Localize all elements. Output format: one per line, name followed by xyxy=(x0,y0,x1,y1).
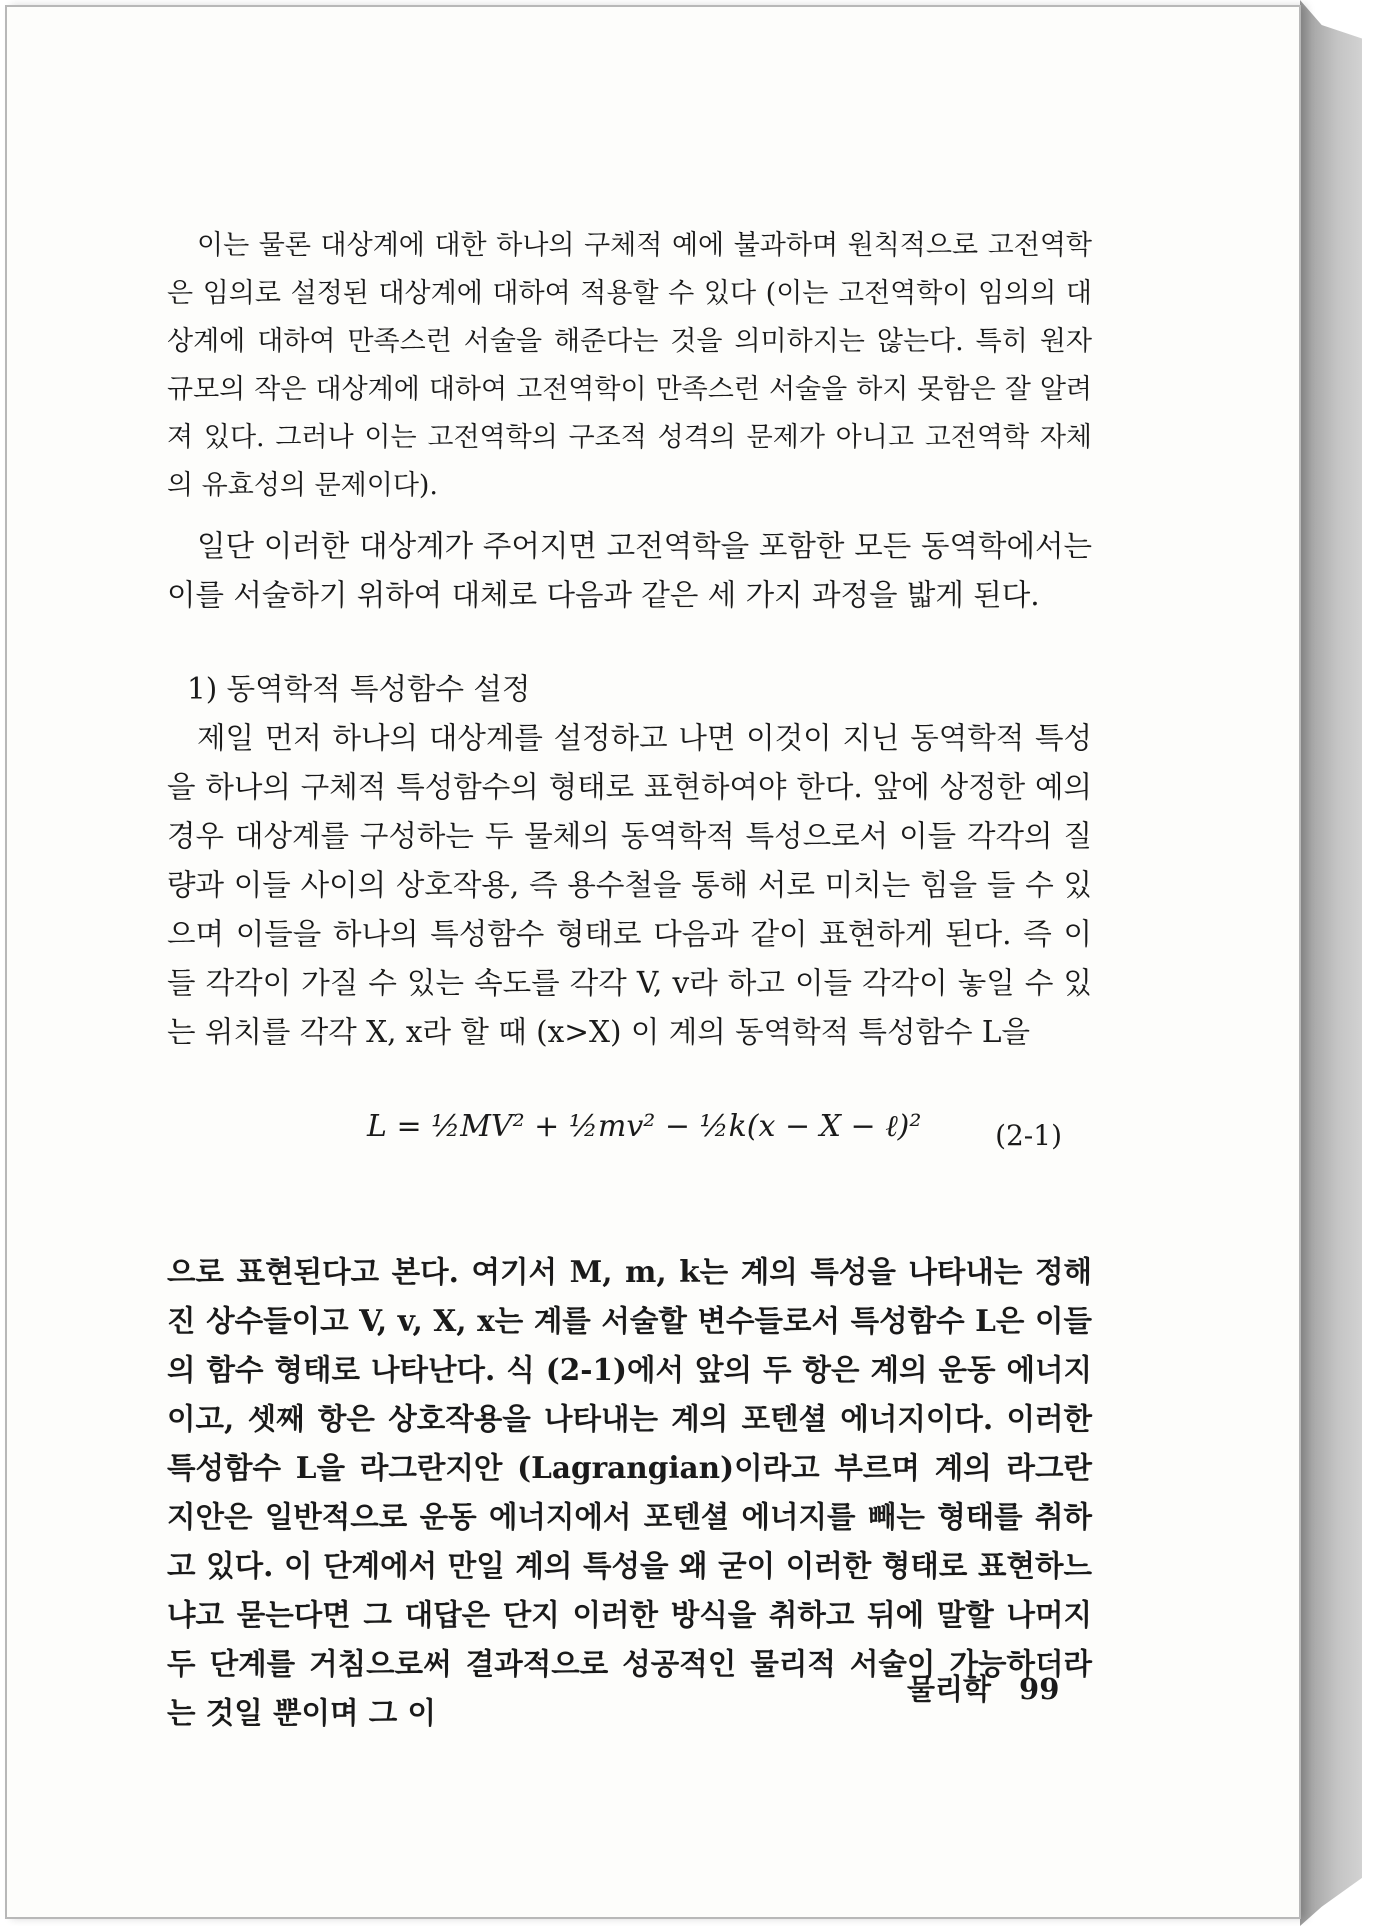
equation-2-1: L = ½MV² + ½mv² − ½k(x − X − ℓ)² xyxy=(367,1109,922,1144)
paragraph-2: 일단 이러한 대상계가 주어지면 고전역학을 포함한 모든 동역학에서는 이를 서술하기 위하여 대체로 다음과 같은 세 가지 과정을 밟게 된다. xyxy=(167,529,1092,612)
book-page xyxy=(5,5,1301,1919)
page-content xyxy=(167,222,1092,1737)
paragraph-3: 제일 먼저 하나의 대상계를 설정하고 나면 이것이 지닌 동역학적 특성을 하나의 구체적 특성함수의 형태로 표현하여야 한다. 앞에 상정한 예의 경우 대상계를 구성하는 두 물체의 동역학적 특성으로서 이들 각각의 질량과 이들 사이의 상호작용, 즉 용수철을 통해 서로 미치는 힘을 들 수 있으며 이들을 하나의 특성함수 형태로 다음과 같이 표현하게 된다. 즉 이들 각각이 가질 수 있는 속도를 각각 V, v라 하고 이들 각각이 놓일 수 있는 위치를 각각 X, x라 할 때 (x>X) 이 계의 동역학적 특성함수 L을 xyxy=(167,721,1092,1049)
paragraph-4: 으로 표현된다고 본다. 여기서 M, m, k는 계의 특성을 나타내는 정해진 상수들이고 V, v, X, x는 계를 서술할 변수들로서 특성함수 L은 이들의 함수 형태로 나타난다. 식 (2-1)에서 앞의 두 항은 계의 운동 에너지이고, 셋째 항은 상호작용을 나타내는 계의 포텐셜 에너지이다. 이러한 특성함수 L을 라그란지안 (Lagrangian)이라고 부르며 계의 라그란지안은 일반적으로 운동 에너지에서 포텐셜 에너지를 빼는 형태를 취하고 있다. 이 단계에서 만일 계의 특성을 왜 굳이 이러한 형태로 표현하느냐고 묻는다면 그 대답은 단지 이러한 방식을 취하고 뒤에 말할 나머지 두 단계를 거침으로써 결과적으로 성공적인 물리적 서술이 가능하더라는 것일 뿐이며 그 이 xyxy=(167,1254,1092,1730)
book-side-edge xyxy=(1300,0,1362,1926)
page-footer xyxy=(907,1667,1059,1708)
page-number: 99 xyxy=(1019,1672,1060,1706)
equation-block xyxy=(167,1097,1092,1187)
section-heading: 1) 동역학적 특성함수 설정 xyxy=(187,672,531,706)
footer-section-title: 물리학 xyxy=(907,1672,992,1706)
equation-number: (2-1) xyxy=(995,1119,1062,1152)
paragraph-1: 이는 물론 대상계에 대한 하나의 구체적 예에 불과하며 원칙적으로 고전역학은 임의로 설정된 대상계에 대하여 적용할 수 있다 (이는 고전역학이 임의의 대상계에 대하여 만족스런 서술을 해준다는 것을 의미하지는 않는다. 특히 원자 규모의 작은 대상계에 대하여 고전역학이 만족스런 서술을 하지 못함은 잘 알려져 있다. 그러나 이는 고전역학의 구조적 성격의 문제가 아니고 고전역학 자체의 유효성의 문제이다). xyxy=(167,230,1092,501)
